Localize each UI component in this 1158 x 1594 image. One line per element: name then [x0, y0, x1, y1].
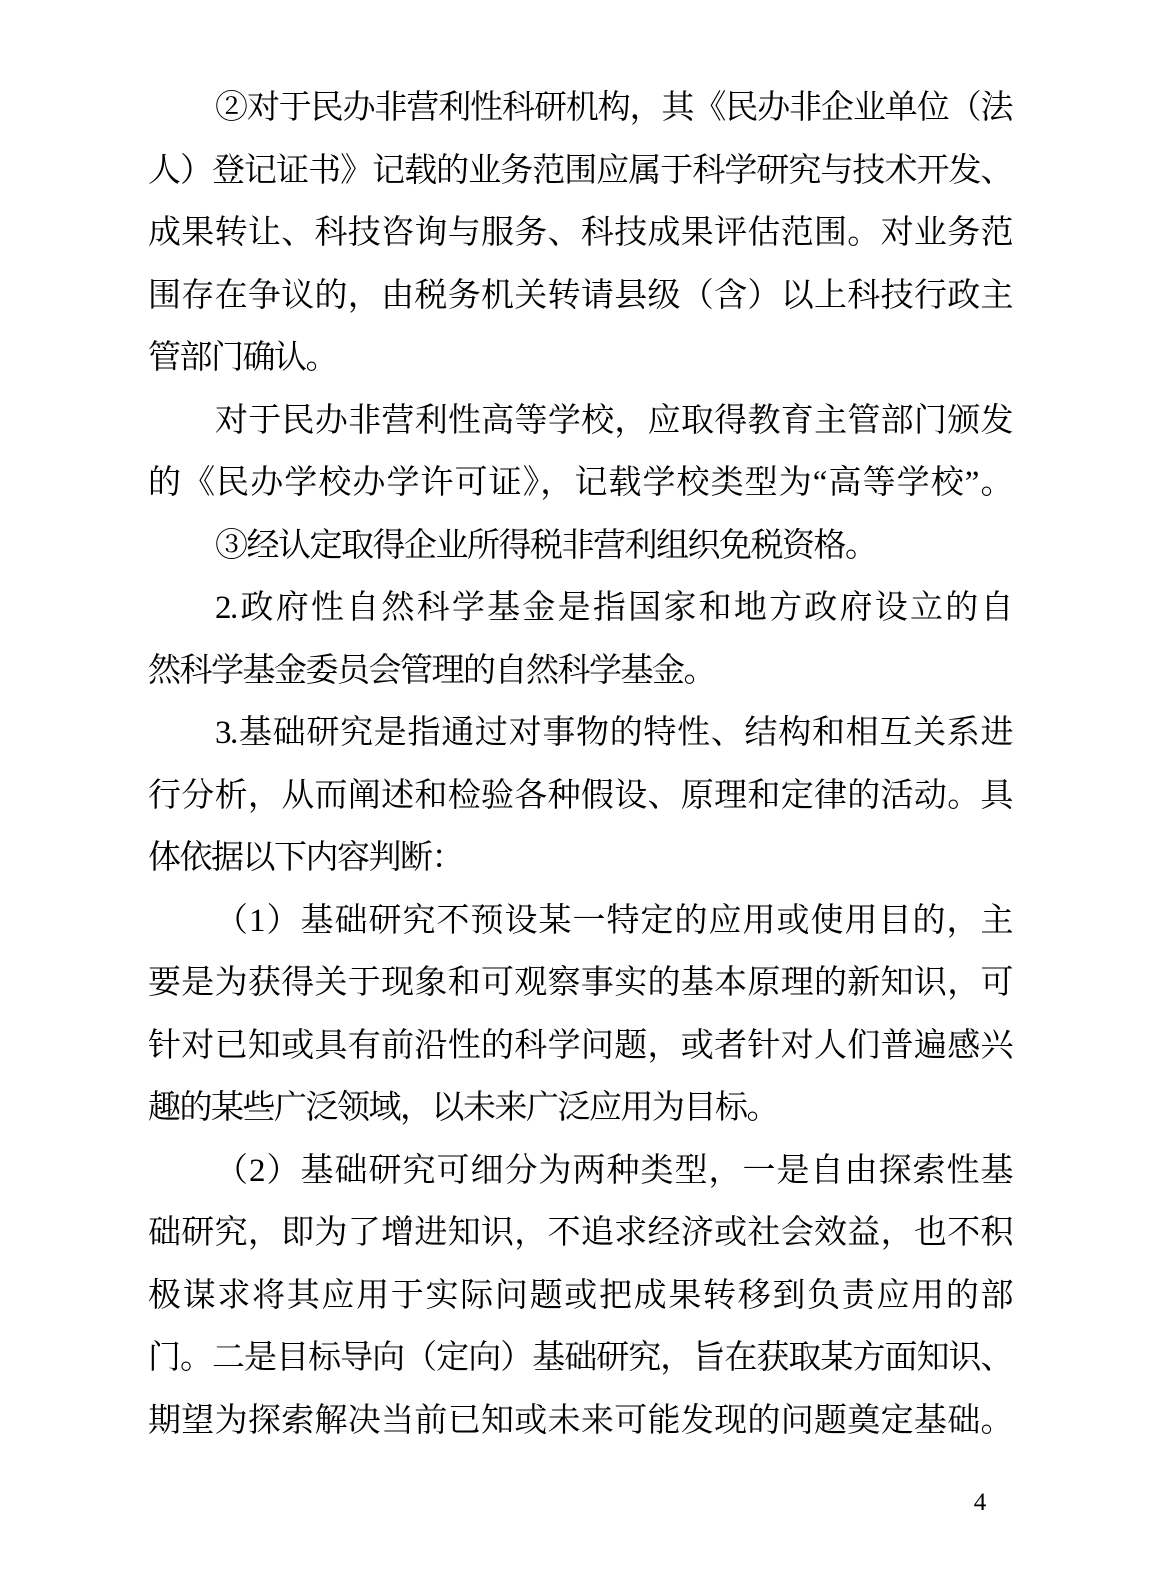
page-number: 4 — [973, 1489, 987, 1516]
paragraph — [148, 577, 1012, 702]
text-line: 行分析，从而阐述和检验各种假设、原理和定律的活动。具 — [148, 777, 1012, 814]
text-line: 针对已知或具有前沿性的科学问题，或者针对人们普遍感兴 — [148, 1027, 1012, 1064]
paragraph — [148, 77, 1012, 390]
text-line: 3.基础研究是指通过对事物的特性、结构和相互关系进 — [215, 715, 1012, 751]
text-line: （2）基础研究可细分为两种类型，一是自由探索性基 — [215, 1152, 1012, 1189]
text-line: ③经认定取得企业所得税非营利组织免税资格。 — [215, 527, 877, 564]
text-line: 对于民办非营利性高等学校，应取得教育主管部门颁发 — [215, 402, 1012, 439]
text-line: 趣的某些广泛领域，以未来广泛应用为目标。 — [148, 1090, 778, 1126]
text-line: 然科学基金委员会管理的自然科学基金。 — [148, 652, 715, 689]
paragraph — [148, 515, 1012, 578]
text-line: 围存在争议的，由税务机关转请县级（含）以上科技行政主 — [148, 277, 1012, 314]
paragraph — [148, 390, 1012, 515]
text-line: 极谋求将其应用于实际问题或把成果转移到负责应用的部 — [148, 1277, 1012, 1314]
text-line: （1）基础研究不预设某一特定的应用或使用目的，主 — [215, 902, 1012, 939]
text-line: 期望为探索解决当前已知或未来可能发现的问题奠定基础。 — [148, 1402, 1012, 1439]
paragraph — [148, 890, 1012, 1140]
page-body-text — [148, 77, 1012, 1452]
text-line: 要是为获得关于现象和可观察事实的基本原理的新知识，可 — [148, 965, 1012, 1001]
text-line: 成果转让、科技咨询与服务、科技成果评估范围。对业务范 — [148, 215, 1012, 251]
text-line: ②对于民办非营利性科研机构，其《民办非企业单位（法 — [215, 90, 1012, 126]
text-line: 础研究，即为了增进知识，不追求经济或社会效益，也不积 — [148, 1215, 1012, 1251]
text-line: 门。二是目标导向（定向）基础研究，旨在获取某方面知识、 — [148, 1340, 1012, 1376]
paragraph — [148, 702, 1012, 890]
text-line: 管部门确认。 — [148, 340, 337, 376]
text-line: 2.政府性自然科学基金是指国家和地方政府设立的自 — [215, 590, 1012, 626]
text-line: 的《民办学校办学许可证》，记载学校类型为“高等学校”。 — [148, 465, 1012, 501]
text-line: 体依据以下内容判断： — [148, 840, 463, 876]
text-line: 人）登记证书》记载的业务范围应属于科学研究与技术开发、 — [148, 152, 1012, 189]
paragraph — [148, 1140, 1012, 1453]
